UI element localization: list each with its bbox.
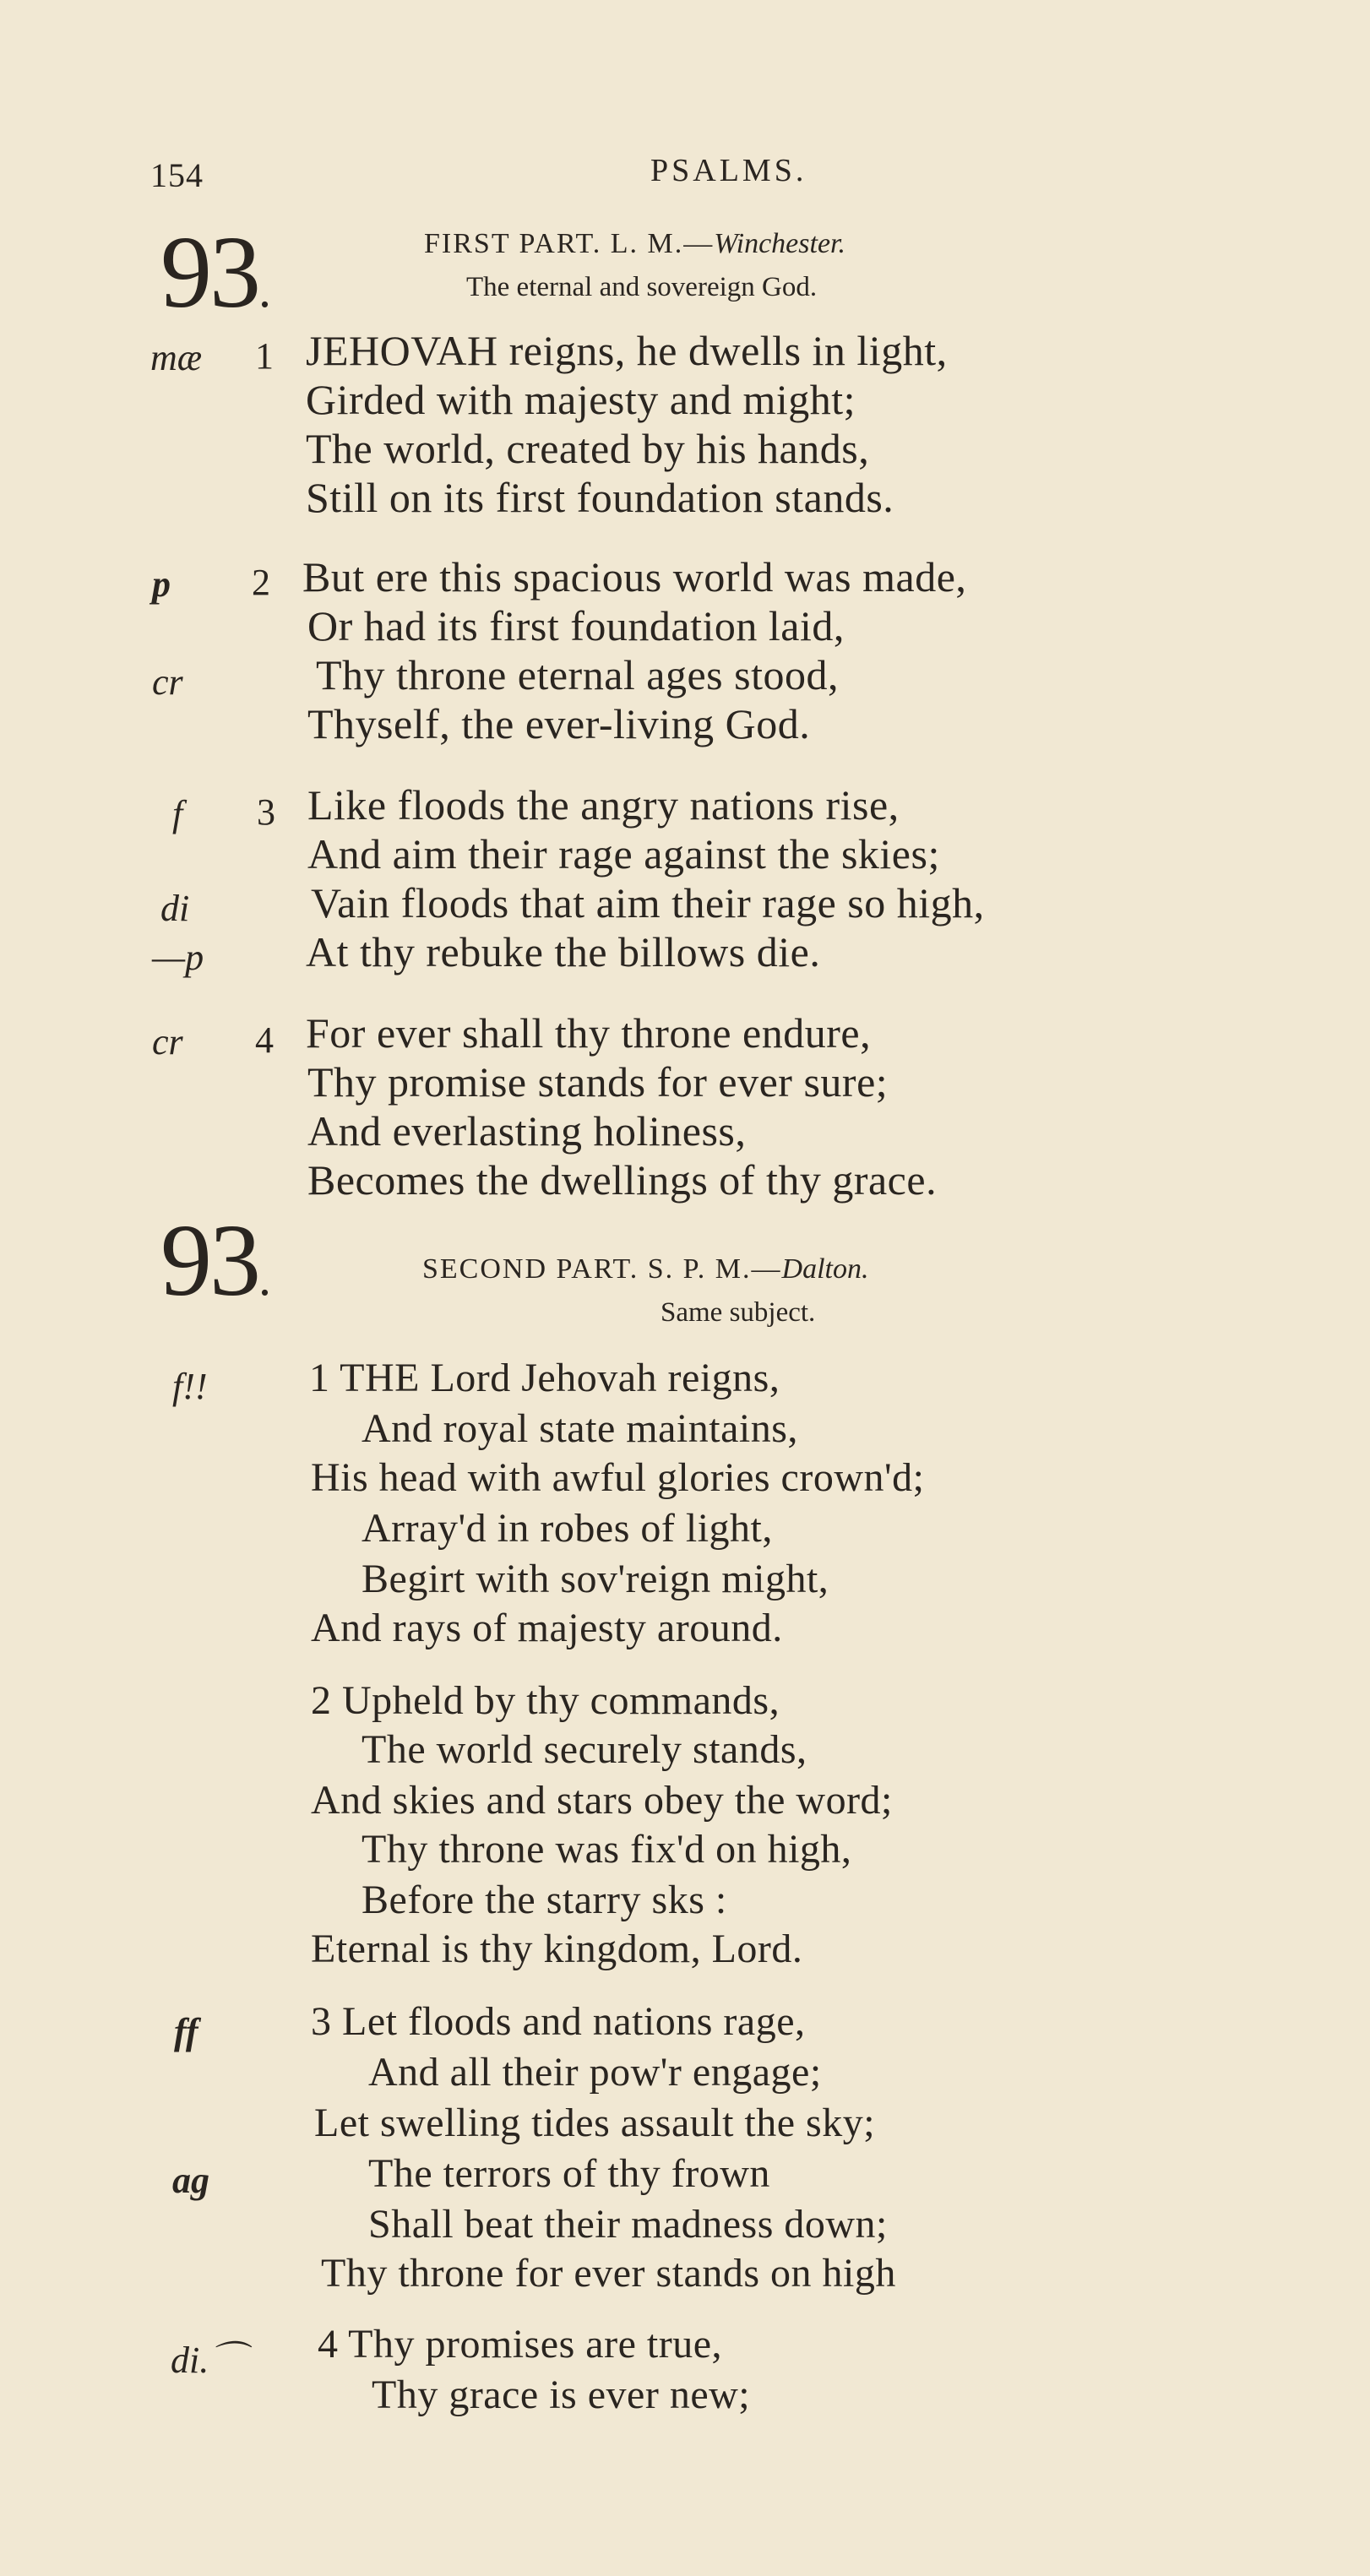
- verse-line: But ere this spacious world was made,: [302, 553, 967, 601]
- verse-line: And aim their rage against the skies;: [307, 830, 940, 878]
- dynamic-mark: mæ: [150, 337, 203, 378]
- verse-line: And all their pow'r engage;: [368, 2050, 822, 2095]
- verse-line: Array'd in robes of light,: [362, 1506, 773, 1551]
- verse-line: Or had its first foundation laid,: [307, 602, 845, 649]
- dynamic-mark: ff: [174, 2011, 198, 2052]
- verse-number-and-line: [318, 2321, 722, 2367]
- verse-number: 1: [255, 335, 274, 377]
- page-number: 154: [150, 156, 204, 194]
- verse-line: Like floods the angry nations rise,: [307, 781, 900, 829]
- dynamic-mark: —p: [152, 937, 204, 978]
- tune-name: Winchester.: [714, 228, 846, 259]
- verse-number-and-line: [311, 1677, 780, 1724]
- verse-line: The world, created by his hands,: [306, 425, 870, 472]
- dynamic-mark: di.⌒: [171, 2340, 247, 2381]
- verse-line: For ever shall thy throne endure,: [306, 1009, 872, 1057]
- dynamic-mark: f: [172, 793, 183, 834]
- verse-number: 3: [257, 791, 275, 833]
- verse-line: At thy rebuke the billows die.: [306, 928, 821, 976]
- verse-line: Let swelling tides assault the sky;: [314, 2100, 876, 2145]
- verse-line: Thy grace is ever new;: [372, 2372, 751, 2417]
- dynamic-mark: cr: [152, 661, 183, 703]
- verse-line: Let floods and nations rage,: [342, 1999, 806, 2044]
- verse-line: THE Lord Jehovah reigns,: [340, 1356, 780, 1400]
- part-heading: [422, 1253, 868, 1285]
- hymn-subject: Same subject.: [661, 1297, 816, 1328]
- verse-line: Vain floods that aim their rage so high,: [311, 879, 985, 927]
- verse-line: Thy promises are true,: [348, 2322, 722, 2367]
- dynamic-mark: ag: [172, 2160, 209, 2201]
- verse-number: 1: [309, 1356, 330, 1400]
- verse-line: And royal state maintains,: [362, 1406, 798, 1451]
- dynamic-mark: di: [160, 888, 190, 929]
- verse-line: Thy throne eternal ages stood,: [316, 651, 839, 698]
- verse-line: Girded with majesty and might;: [306, 376, 856, 423]
- verse-number: 3: [311, 1999, 332, 2044]
- verse-line: The terrors of thy frown: [368, 2151, 770, 2196]
- verse-number: 2: [252, 562, 270, 603]
- dynamic-mark: f!!: [172, 1366, 208, 1407]
- verse-line: Thy throne was fix'd on high,: [362, 1827, 852, 1872]
- verse-line: The world securely stands,: [362, 1727, 807, 1772]
- verse-number: 2: [311, 1678, 332, 1723]
- hymn-number: [160, 1204, 269, 1318]
- tune-name: Dalton.: [781, 1253, 869, 1285]
- running-title: PSALMS.: [650, 153, 807, 188]
- verse-line: Thy throne for ever stands on high: [321, 2251, 896, 2296]
- verse-line: And everlasting holiness,: [307, 1107, 747, 1155]
- dynamic-mark: p: [152, 563, 171, 605]
- verse-number: 4: [255, 1019, 274, 1061]
- part-meter: FIRST PART. L. M.—: [424, 228, 715, 259]
- verse-line: Begirt with sov'reign might,: [362, 1557, 829, 1601]
- verse-number: 4: [318, 2322, 339, 2367]
- verse-line: His head with awful glories crown'd;: [311, 1455, 925, 1500]
- verse-line: Becomes the dwellings of thy grace.: [307, 1156, 938, 1204]
- verse-line: And rays of majesty around.: [311, 1606, 783, 1650]
- verse-number-and-line: [311, 1998, 806, 2045]
- hymn-subject: The eternal and sovereign God.: [466, 272, 818, 302]
- verse-line: Thyself, the ever-living God.: [307, 700, 811, 747]
- verse-line: Eternal is thy kingdom, Lord.: [311, 1927, 803, 1971]
- verse-line: Before the starry sks :: [362, 1878, 727, 1922]
- part-meter: SECOND PART. S. P. M.—: [422, 1253, 782, 1285]
- verse-line: And skies and stars obey the word;: [311, 1778, 893, 1823]
- verse-line: Thy promise stands for ever sure;: [307, 1058, 889, 1106]
- dynamic-mark: cr: [152, 1021, 183, 1062]
- part-heading: [424, 228, 845, 260]
- verse-line: Still on its first foundation stands.: [306, 474, 894, 521]
- hymn-number-dot: .: [258, 262, 269, 318]
- hymn-number-digits: 93: [160, 215, 258, 329]
- verse-line: JEHOVAH reigns, he dwells in light,: [306, 327, 948, 374]
- verse-line: Shall beat their madness down;: [368, 2202, 888, 2247]
- hymn-number-dot: .: [258, 1250, 269, 1306]
- hymn-number: [160, 215, 269, 329]
- verse-number-and-line: [309, 1355, 780, 1401]
- hymn-number-digits: 93: [160, 1204, 258, 1318]
- verse-line: Upheld by thy commands,: [342, 1678, 780, 1723]
